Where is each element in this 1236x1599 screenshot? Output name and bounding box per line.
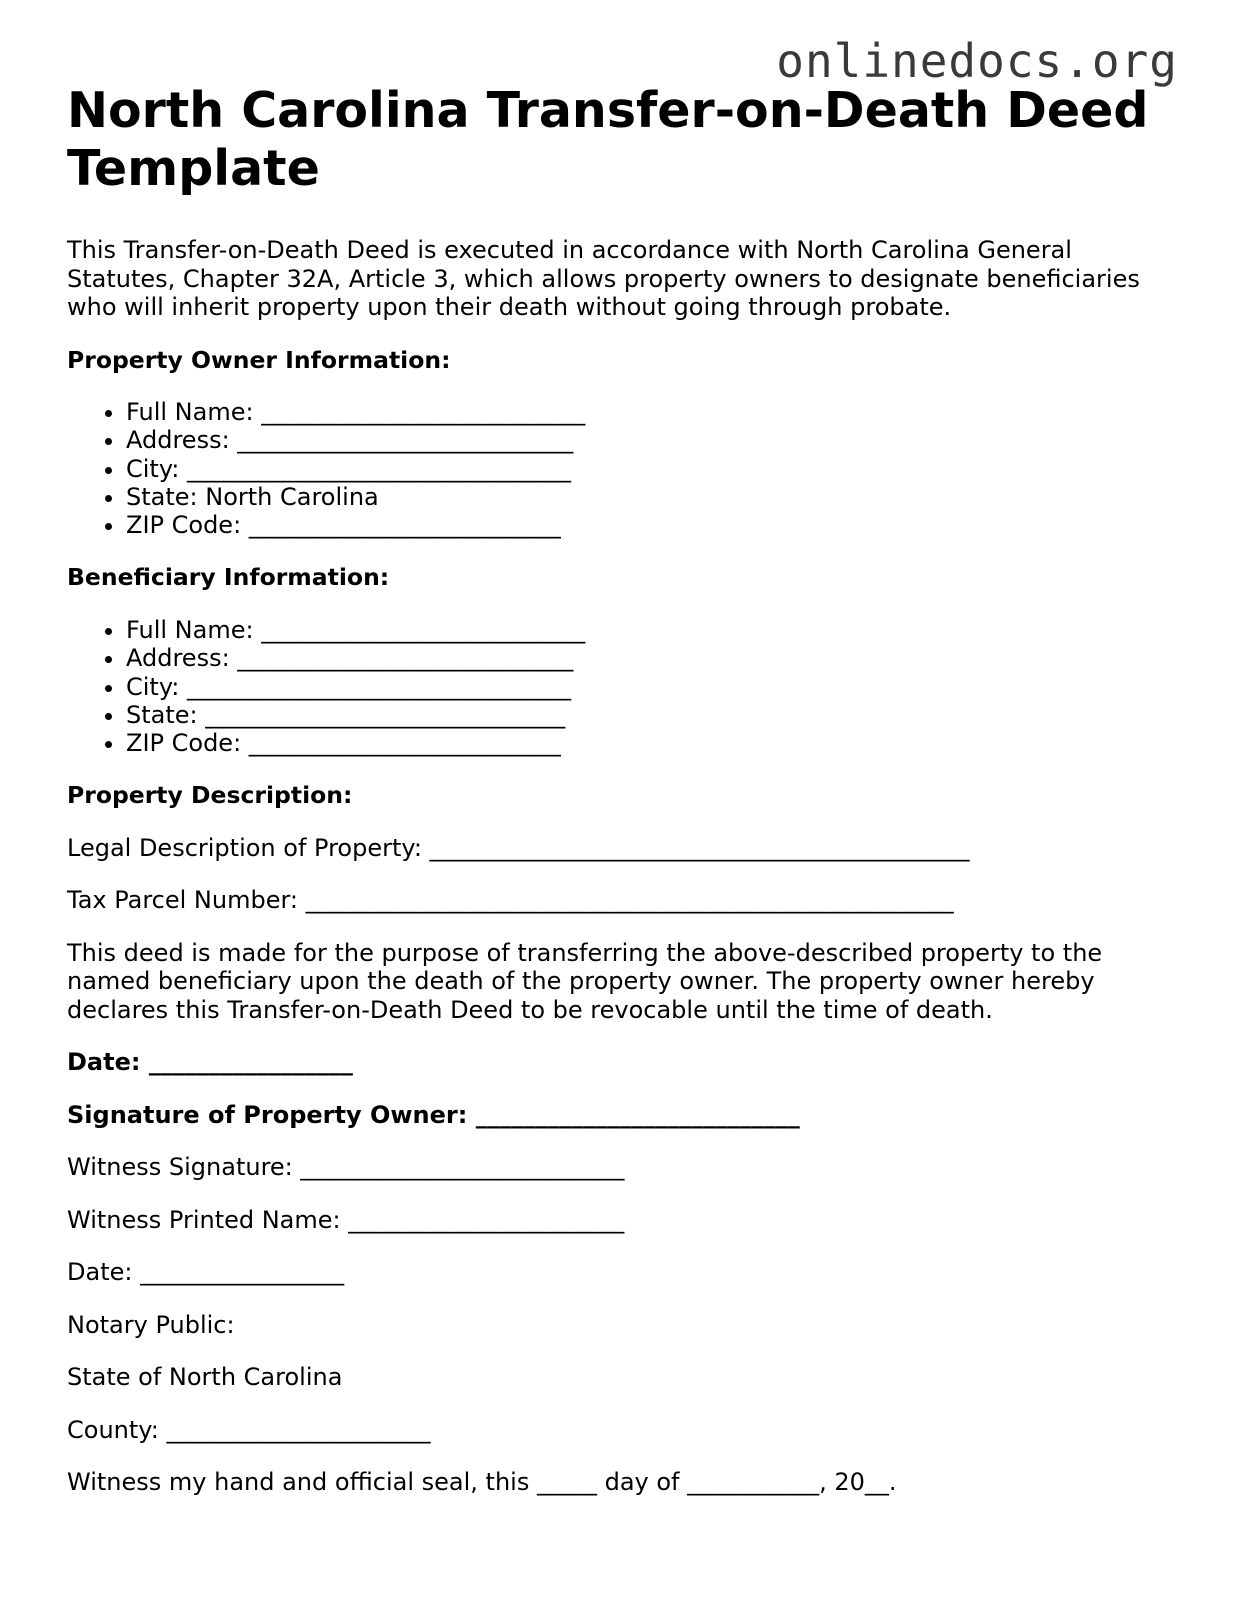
property-section-heading: Property Description: [67, 781, 353, 810]
beneficiary-address-field[interactable]: • Address: ____________________________ [126, 644, 1177, 672]
beneficiary-section-heading: Beneficiary Information: [67, 563, 390, 592]
beneficiary-city-field[interactable]: • City: ________________________________ [126, 673, 1177, 701]
beneficiary-full-name-field[interactable]: • Full Name: ___________________________ [126, 616, 1177, 644]
witness-date-field[interactable]: Date: _________________ [67, 1258, 345, 1287]
page-title: North Carolina Transfer-on-Death Deed Template [67, 82, 1149, 197]
owner-state-field: • State: North Carolina [126, 483, 1177, 511]
owner-zip-field[interactable]: • ZIP Code: __________________________ [126, 511, 1177, 539]
seal-statement[interactable]: Witness my hand and official seal, this _____ day of ___________, 20__. [67, 1468, 897, 1497]
site-watermark: onlinedocs.org [776, 34, 1178, 88]
witness-signature-field[interactable]: Witness Signature: ___________________________ [67, 1153, 625, 1182]
owner-address-field[interactable]: • Address: ____________________________ [126, 426, 1177, 454]
purpose-paragraph: This deed is made for the purpose of transferring the above-described property to the named beneficiary upon the death of the property owner. The property owner hereby declares this Transfer-on-Death Deed to be revocable until the time of death. [67, 938, 1103, 1024]
witness-printed-name-field[interactable]: Witness Printed Name: _______________________ [67, 1205, 625, 1234]
owner-city-field[interactable]: • City: ________________________________ [126, 455, 1177, 483]
notary-public-label: Notary Public: [67, 1310, 235, 1339]
owner-section-heading: Property Owner Information: [67, 345, 451, 374]
beneficiary-zip-field[interactable]: • ZIP Code: __________________________ [126, 729, 1177, 757]
owner-signature-field[interactable]: Signature of Property Owner: ___________________________ [67, 1100, 800, 1129]
legal-description-field[interactable]: Legal Description of Property: _____________________________________________ [67, 833, 970, 862]
beneficiary-field-list [67, 616, 1177, 757]
intro-paragraph: This Transfer-on-Death Deed is executed in accordance with North Carolina General Statutes, Chapter 32A, Article 3, which allows property owners to designate beneficiaries who will inherit property upon their death without going through probate. [67, 236, 1140, 321]
owner-full-name-field[interactable]: • Full Name: ___________________________ [126, 398, 1177, 426]
beneficiary-state-field[interactable]: • State: ______________________________ [126, 701, 1177, 729]
deed-date-field[interactable]: Date: _________________ [67, 1048, 353, 1077]
notary-state-label: State of North Carolina [67, 1363, 343, 1392]
deed-document [67, 82, 1177, 1497]
county-field[interactable]: County: ______________________ [67, 1415, 431, 1444]
owner-field-list [67, 398, 1177, 539]
tax-parcel-field[interactable]: Tax Parcel Number: ______________________________________________________ [67, 886, 954, 915]
